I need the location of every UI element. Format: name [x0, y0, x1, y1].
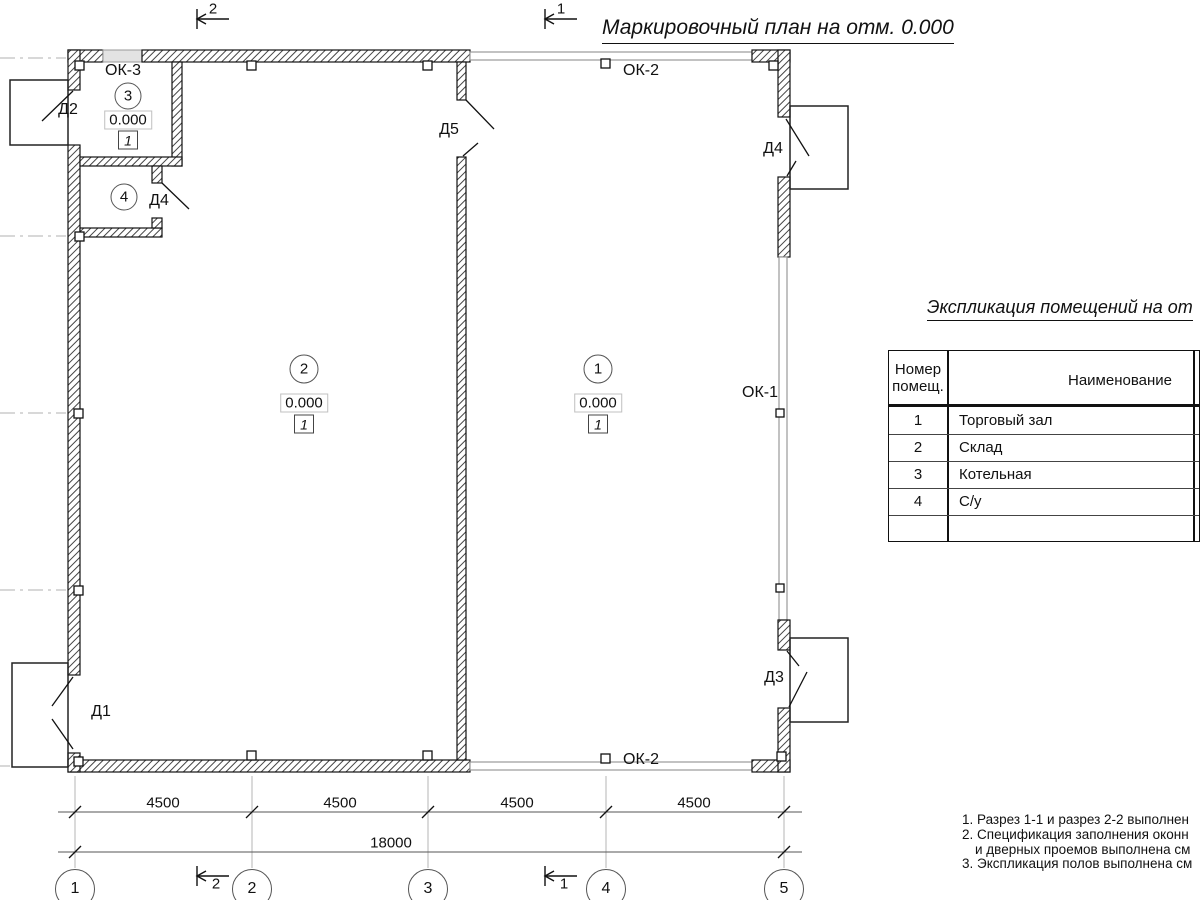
room-3-floor-type: 1: [118, 131, 138, 150]
table-row-name: С/у: [959, 493, 982, 510]
table-row-name: Торговый зал: [959, 412, 1053, 429]
section-number-bottom-2: 2: [211, 875, 221, 893]
axis-bubble-5: 5: [764, 869, 804, 900]
table-row-name: Склад: [959, 439, 1003, 456]
table-header-room-number: Номер помещ.: [892, 361, 944, 395]
section-number-top-1: 1: [556, 0, 566, 18]
window-label-ok2-bottom: ОК-2: [623, 751, 659, 768]
dim-total: 18000: [370, 834, 412, 852]
explication-table: [888, 350, 1200, 542]
room-2-elevation: 0.000: [280, 394, 328, 413]
section-number-top-2: 2: [208, 0, 218, 18]
door-label-d1: Д1: [91, 703, 111, 720]
room-number-4: 4: [111, 184, 138, 211]
table-column-divider-1: [947, 351, 949, 541]
window-ok3: [103, 50, 142, 62]
drawing-title: Маркировочный план на отм. 0.000: [602, 16, 954, 44]
window-label-ok1: ОК-1: [742, 384, 778, 401]
table-row-num: 2: [913, 439, 923, 456]
axis-bubble-1: 1: [55, 869, 95, 900]
drawing-notes: [962, 813, 1192, 872]
note-line: 3. Экспликация полов выполнена см: [962, 856, 1193, 872]
room-number-3: 3: [115, 83, 142, 110]
room-3-elevation: 0.000: [104, 111, 152, 130]
note-line: и дверных проемов выполнена см: [975, 841, 1191, 857]
table-row-num: 4: [913, 493, 923, 510]
table-header-name: Наименование: [1068, 372, 1172, 389]
interior-walls: [80, 62, 466, 760]
window-ok1-band: [779, 257, 787, 620]
table-row-num: 3: [913, 466, 923, 483]
axis-bubble-2: 2: [232, 869, 272, 900]
room-1-elevation: 0.000: [574, 394, 622, 413]
door-label-d3: Д3: [764, 669, 784, 686]
table-row-num: 1: [913, 412, 923, 429]
window-label-ok3: ОК-3: [105, 62, 141, 79]
dim-span-4: 4500: [677, 794, 711, 812]
left-axis-extension-lines: [0, 58, 66, 766]
table-header-divider: [889, 404, 1199, 407]
room-2-floor-type: 1: [294, 415, 314, 434]
door-label-d2: Д2: [58, 101, 78, 118]
dim-span-1: 4500: [146, 794, 180, 812]
note-line: 2. Спецификация заполнения оконн: [962, 826, 1189, 842]
door-label-d5: Д5: [439, 121, 459, 138]
dimension-lines: [58, 806, 802, 858]
axis-bubble-3: 3: [408, 869, 448, 900]
room-number-1: 1: [584, 355, 613, 384]
door-label-d4-interior: Д4: [149, 192, 169, 209]
axis-bubble-4: 4: [586, 869, 626, 900]
table-row-name: Котельная: [959, 466, 1032, 483]
section-number-bottom-1: 1: [559, 875, 569, 893]
room-number-2: 2: [290, 355, 319, 384]
window-ok2-top-band: [470, 52, 752, 60]
axis-grid-lines: [75, 776, 784, 868]
door-label-d4-exterior: Д4: [763, 140, 783, 157]
window-ok2-bottom-band: [470, 762, 752, 770]
room-1-floor-type: 1: [588, 415, 608, 434]
explication-title: Экспликация помещений на от: [927, 297, 1193, 321]
table-column-divider-2: [1193, 351, 1195, 541]
note-line: 1. Разрез 1-1 и разрез 2-2 выполнен: [962, 812, 1189, 827]
window-label-ok2-top: ОК-2: [623, 62, 659, 79]
entrance-porches: [10, 80, 848, 767]
dim-span-2: 4500: [323, 794, 357, 812]
door-swings: [42, 91, 809, 749]
dim-span-3: 4500: [500, 794, 534, 812]
